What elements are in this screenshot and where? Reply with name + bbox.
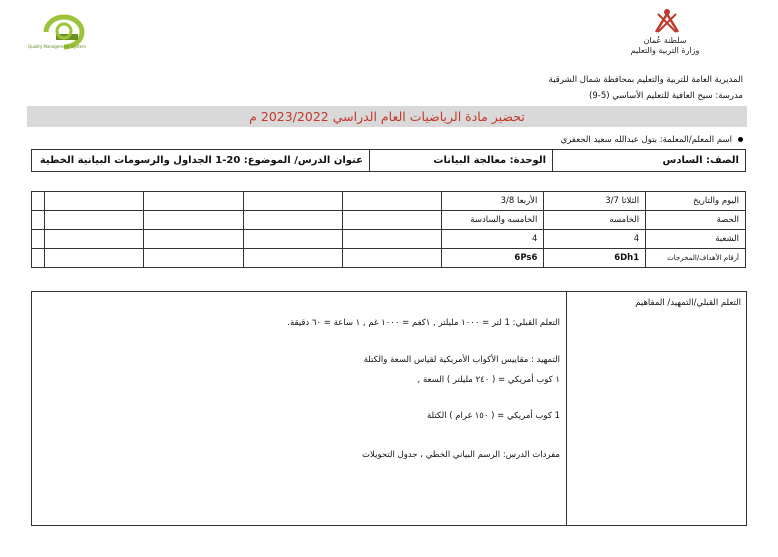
schedule-cell [144,192,243,211]
schedule-cell [144,211,243,230]
schedule-cell: 6Ps6 [442,249,544,268]
lesson-vocabulary: مفردات الدرس: الرسم البياني الخطي ، جدول التحويلات [362,450,560,460]
lesson-body-box [31,291,747,526]
label-period: الحصة [646,211,746,230]
schedule-cell [45,249,144,268]
lesson-cell: عنوان الدرس/ الموضوع: 20-1 الجداول والرسومات البيانية الخطية [32,150,370,172]
schedule-cell [243,249,342,268]
schedule-cell [144,230,243,249]
section-label: التعلم القبلي/التمهيد/ المفاهيم [635,298,741,308]
schedule-cell [342,230,441,249]
table-row [32,192,746,211]
ministry-name [630,36,700,56]
schedule-cell [32,211,45,230]
cup-capacity: ١ كوب أمريكي = ( ٢٤٠ مليلتر ) السعة , [417,375,560,385]
label-day: اليوم والتاريخ [646,192,746,211]
schedule-cell [32,249,45,268]
schedule-cell: الخامسه والسادسة [442,211,544,230]
schedule-cell: 6Dh1 [544,249,646,268]
schedule-cell [45,230,144,249]
schedule-cell [243,192,342,211]
label-section: الشعبة [646,230,746,249]
bullet-icon [738,137,743,142]
label-objectives: أرقام الأهداف/المخرجات [646,249,746,268]
schedule-cell [243,211,342,230]
table-row [32,230,746,249]
schedule-cell [342,192,441,211]
oman-emblem-icon [650,6,684,36]
logo-caption: Quality Management System [27,44,87,49]
schedule-cell [243,230,342,249]
schedule-cell: الثلاثا 3/7 [544,192,646,211]
cup-mass: 1 كوب أمريكي = ( ١٥٠ غرام ) الكتلة [426,411,560,421]
unit-cell: الوحدة: معالجة البيانات [370,150,553,172]
teacher-line [561,135,743,145]
teacher-name: اسم المعلم/المعلمة: بتول عبدالله سعيد الجعفري [560,135,732,145]
page-title: تحضير مادة الرياضيات العام الدراسي 2023/2022 م [27,106,747,127]
table-row [32,249,746,268]
ministry-line2: وزارة التربية والتعليم [630,46,700,55]
ministry-line1: سلطنة عُمان [643,36,687,45]
schedule-cell: 4 [442,230,544,249]
schedule-cell [32,192,45,211]
schedule-cell: الخامسه [544,211,646,230]
schedule-cell: الأربعا 3/8 [442,192,544,211]
schedule-table [31,191,746,268]
schedule-cell [342,211,441,230]
prior-learning: التعلم القبلي: 1 لتر = ١٠٠٠ مليلتر , ١كغم = ١٠٠٠ غم , ١ ساعة = ٦٠ دقيقة. [287,318,560,328]
directorate: المديرية العامة للتربية والتعليم بمحافظة شمال الشرقية [548,75,743,85]
schedule-cell [45,192,144,211]
schedule-cell [144,249,243,268]
schedule-cell [45,211,144,230]
table-row [32,150,746,172]
table-row [32,211,746,230]
school-name: مدرسة: سيح العافية للتعليم الأساسي (5-9) [589,91,743,101]
schedule-cell [32,230,45,249]
schedule-cell [342,249,441,268]
schedule-cell: 4 [544,230,646,249]
intro-text: التمهيد : مقاييس الأكواب الأمريكية لقياس السعة والكتلة [363,355,560,365]
grade-cell: الصف: السادس [553,150,746,172]
lesson-info-table [31,149,746,172]
column-divider [566,292,567,525]
